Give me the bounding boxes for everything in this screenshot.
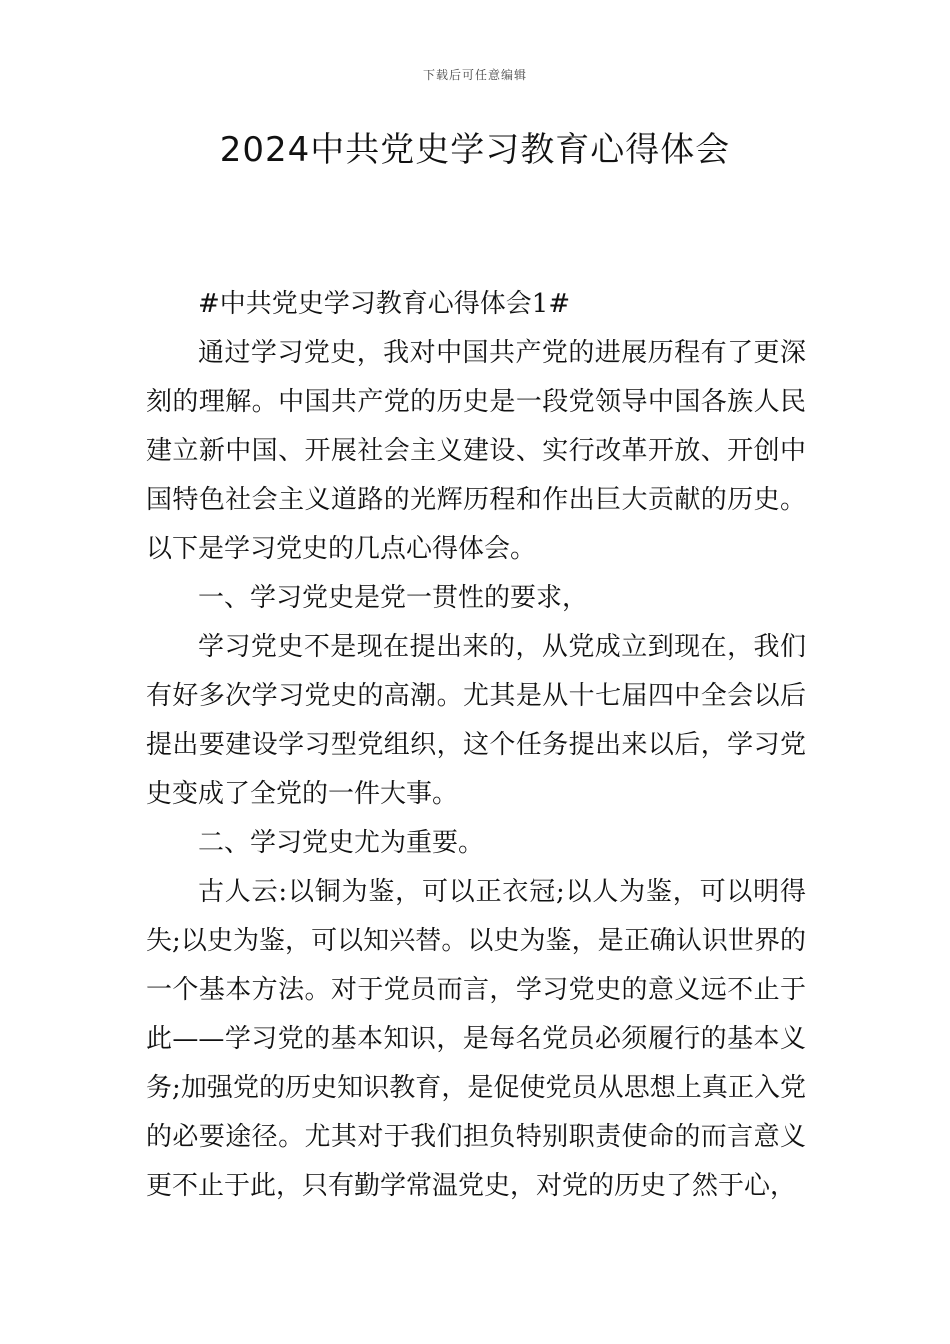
document-body <box>146 280 806 1211</box>
document-title: 2024中共党史学习教育心得体会 <box>219 130 731 170</box>
header-note: 下载后可任意编辑 <box>422 68 527 82</box>
section-heading: #中共党史学习教育心得体会1# <box>198 289 571 319</box>
paragraph: 古人云:以铜为鉴，可以正衣冠;以人为鉴，可以明得失;以史为鉴，可以知兴替。以史为鉴，是正确认识世界的一个基本方法。对于党员而言，学习党史的意义远不止于此——学习党的基本知识，是每名党员必须履行的基本义务;加强党的历史知识教育，是促使党员从思想上真正入党的必要途径。尤其对于我们担负特别职责使命的而言意义更不止于此，只有勤学常温党史，对党的历史了然于心， <box>146 877 806 1201</box>
section-heading: 二、学习党史尤为重要。 <box>198 828 485 858</box>
paragraph: 通过学习党史，我对中国共产党的进展历程有了更深刻的理解。中国共产党的历史是一段党领导中国各族人民建立新中国、开展社会主义建设、实行改革开放、开创中国特色社会主义道路的光辉历程和作出巨大贡献的历史。以下是学习党史的几点心得体会。 <box>146 338 806 564</box>
paragraph: 学习党史不是现在提出来的，从党成立到现在，我们有好多次学习党史的高潮。尤其是从十七届四中全会以后提出要建设学习型党组织，这个任务提出来以后，学习党史变成了全党的一件大事。 <box>146 632 806 809</box>
section-heading: 一、学习党史是党一贯性的要求， <box>198 583 589 613</box>
